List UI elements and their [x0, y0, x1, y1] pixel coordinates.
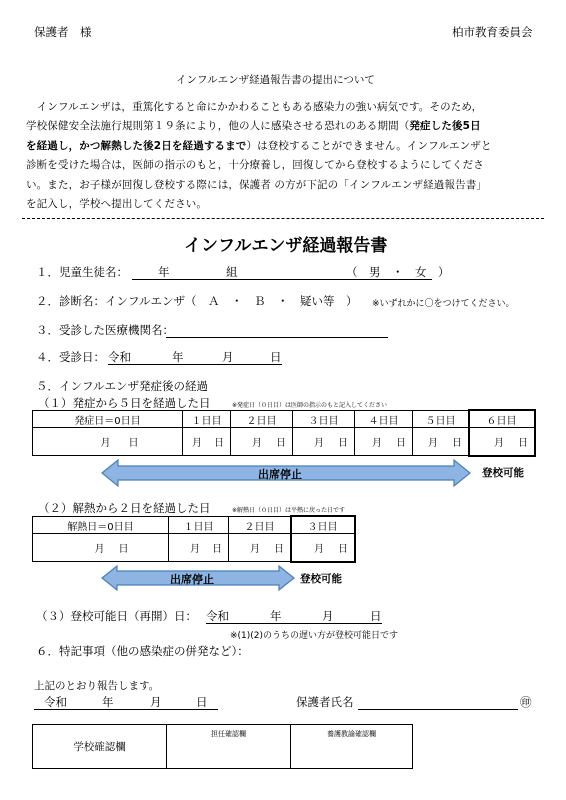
sub2-note: ※解熱日（０日目）は平熱に戻った日です	[232, 507, 346, 514]
item4-month: 月	[222, 350, 234, 364]
onset-header-row	[33, 411, 535, 428]
ok-label-1: 登校可能	[482, 467, 524, 479]
footer-statement: 上記のとおり報告します。	[34, 680, 160, 692]
fever-table	[32, 516, 355, 562]
fever-date-row	[33, 534, 355, 562]
item4-day: 日	[270, 350, 282, 364]
onset-table	[32, 410, 535, 456]
onset-header-day2: ２日目	[231, 411, 293, 428]
notice-line-1: インフルエンザは，重篤化すると命にかかわることもある感染力の強い病気です。そのため，	[26, 101, 483, 113]
nurse-confirm-label: 養護教諭確認欄	[327, 730, 376, 738]
sub2-label: （２）解熱から２日を経過した日	[38, 501, 211, 515]
item1-gender[interactable]: （ 男 ・ 女 ）	[346, 265, 450, 279]
item5-label: ５．インフルエンザ発症後の経過	[36, 379, 209, 393]
sub3-month: 月	[322, 609, 334, 623]
notice-line-6: を記入し，学校へ提出してください。	[26, 198, 208, 211]
school-confirm-label: 学校確認欄	[33, 725, 167, 769]
return-date-field[interactable]	[206, 608, 382, 624]
footer-era: 令和	[44, 695, 67, 709]
addressee: 保護者 様	[34, 25, 92, 39]
confirmation-row	[33, 725, 413, 769]
suspension-label-2: 出席停止	[170, 573, 214, 586]
guardian-name-field[interactable]	[358, 694, 518, 710]
onset-date-day0[interactable]: 月 日	[33, 428, 183, 456]
onset-header-day3: ３日目	[293, 411, 355, 428]
onset-date-day4[interactable]: 月 日	[355, 428, 413, 456]
ok-label-2: 登校可能	[300, 573, 342, 585]
item2-note: ※いずれかに〇をつけてください。	[372, 299, 515, 309]
report-title: インフルエンザ経過報告書	[184, 236, 388, 256]
sub3-year: 年	[270, 609, 282, 623]
item1-year: 年	[158, 265, 170, 279]
footer-year: 年	[102, 695, 114, 709]
issuer: 柏市教育委員会	[452, 25, 533, 39]
fever-date-day0[interactable]: 月 日	[33, 534, 169, 562]
sub3-note: ※(1)(2)のうちの遅い方が登校可能日です	[230, 631, 399, 641]
notice-line-2: 学校保健安全法施行規則第１９条により，他の人に感染させる恐れのある期間（発症した後5日	[26, 120, 481, 133]
onset-header-day6: ６日目	[469, 411, 535, 428]
footer-day: 日	[196, 695, 208, 709]
homeroom-confirm-label: 担任確認欄	[211, 730, 246, 738]
item1-label: １．児童生徒名：	[36, 265, 128, 279]
fever-header-day2: ２日目	[229, 517, 291, 534]
onset-date-row	[33, 428, 535, 456]
fever-header-day0: 解熱日＝0日目	[33, 517, 169, 534]
visit-date-field[interactable]	[108, 349, 282, 365]
sub3-era: 令和	[206, 609, 229, 623]
fever-date-day1[interactable]: 月 日	[169, 534, 229, 562]
item1-class: 組	[226, 265, 238, 279]
suspension-label-1: 出席停止	[258, 468, 302, 481]
footer-month: 月	[150, 695, 162, 709]
onset-date-day1[interactable]: 月 日	[183, 428, 231, 456]
notice-line-4: 診断を受けた場合は，医師の指示のもと，十分療養し，回復してから登校するようにしてくださ	[26, 159, 484, 172]
onset-date-day3[interactable]: 月 日	[293, 428, 355, 456]
notice-line-3: を経過し，かつ解熱した後2日を経過するまで）は登校することができません。インフルエンザと	[26, 139, 492, 152]
item6-label: ６．特記事項（他の感染症の併発など）：	[36, 644, 249, 658]
fever-header-day1: １日目	[169, 517, 229, 534]
homeroom-confirm-cell[interactable]	[167, 725, 291, 769]
item4-era: 令和	[108, 350, 131, 364]
guardian-label: 保護者氏名	[296, 695, 354, 709]
fever-header-day3: ３日目	[291, 517, 355, 534]
seal-mark: ㊞	[520, 695, 532, 709]
onset-date-day6[interactable]: 月 日	[469, 428, 535, 456]
onset-header-day0: 発症日＝0日目	[33, 411, 183, 428]
nurse-confirm-cell[interactable]	[291, 725, 413, 769]
onset-date-day5[interactable]: 月 日	[413, 428, 469, 456]
fever-date-day3[interactable]: 月 日	[291, 534, 355, 562]
sub3-label: （３）登校可能日（再開）日：	[36, 609, 197, 623]
fever-header-row	[33, 517, 355, 534]
sub1-note: ※発症日（０日目）は医師の指示のもと記入してください	[232, 402, 388, 409]
cut-line	[22, 218, 544, 219]
sub1-label: （１）発症から５日を経過した日	[38, 396, 211, 410]
notice-paragraph	[26, 98, 538, 214]
onset-date-day2[interactable]: 月 日	[231, 428, 293, 456]
item4-year: 年	[172, 350, 184, 364]
item2-label[interactable]: ２．診断名：インフルエンザ（ Ａ ・ Ｂ ・ 疑い等 ）	[36, 294, 358, 308]
confirmation-table	[32, 724, 413, 769]
item3-label: ３．受診した医療機関名：	[36, 323, 174, 337]
sub3-day: 日	[370, 609, 382, 623]
fever-date-day2[interactable]: 月 日	[229, 534, 291, 562]
onset-header-day5: ５日目	[413, 411, 469, 428]
clinic-name-field[interactable]	[166, 322, 388, 338]
notice-title: インフルエンザ経過報告書の提出について	[176, 74, 375, 86]
onset-header-day4: ４日目	[355, 411, 413, 428]
onset-header-day1: １日目	[183, 411, 231, 428]
item4-label: ４．受診日：	[36, 350, 105, 364]
notice-line-5: い。また，お子様が回復し登校する際には，保護者 の方が下記の「インフルエンザ経過報告書」	[26, 178, 488, 191]
